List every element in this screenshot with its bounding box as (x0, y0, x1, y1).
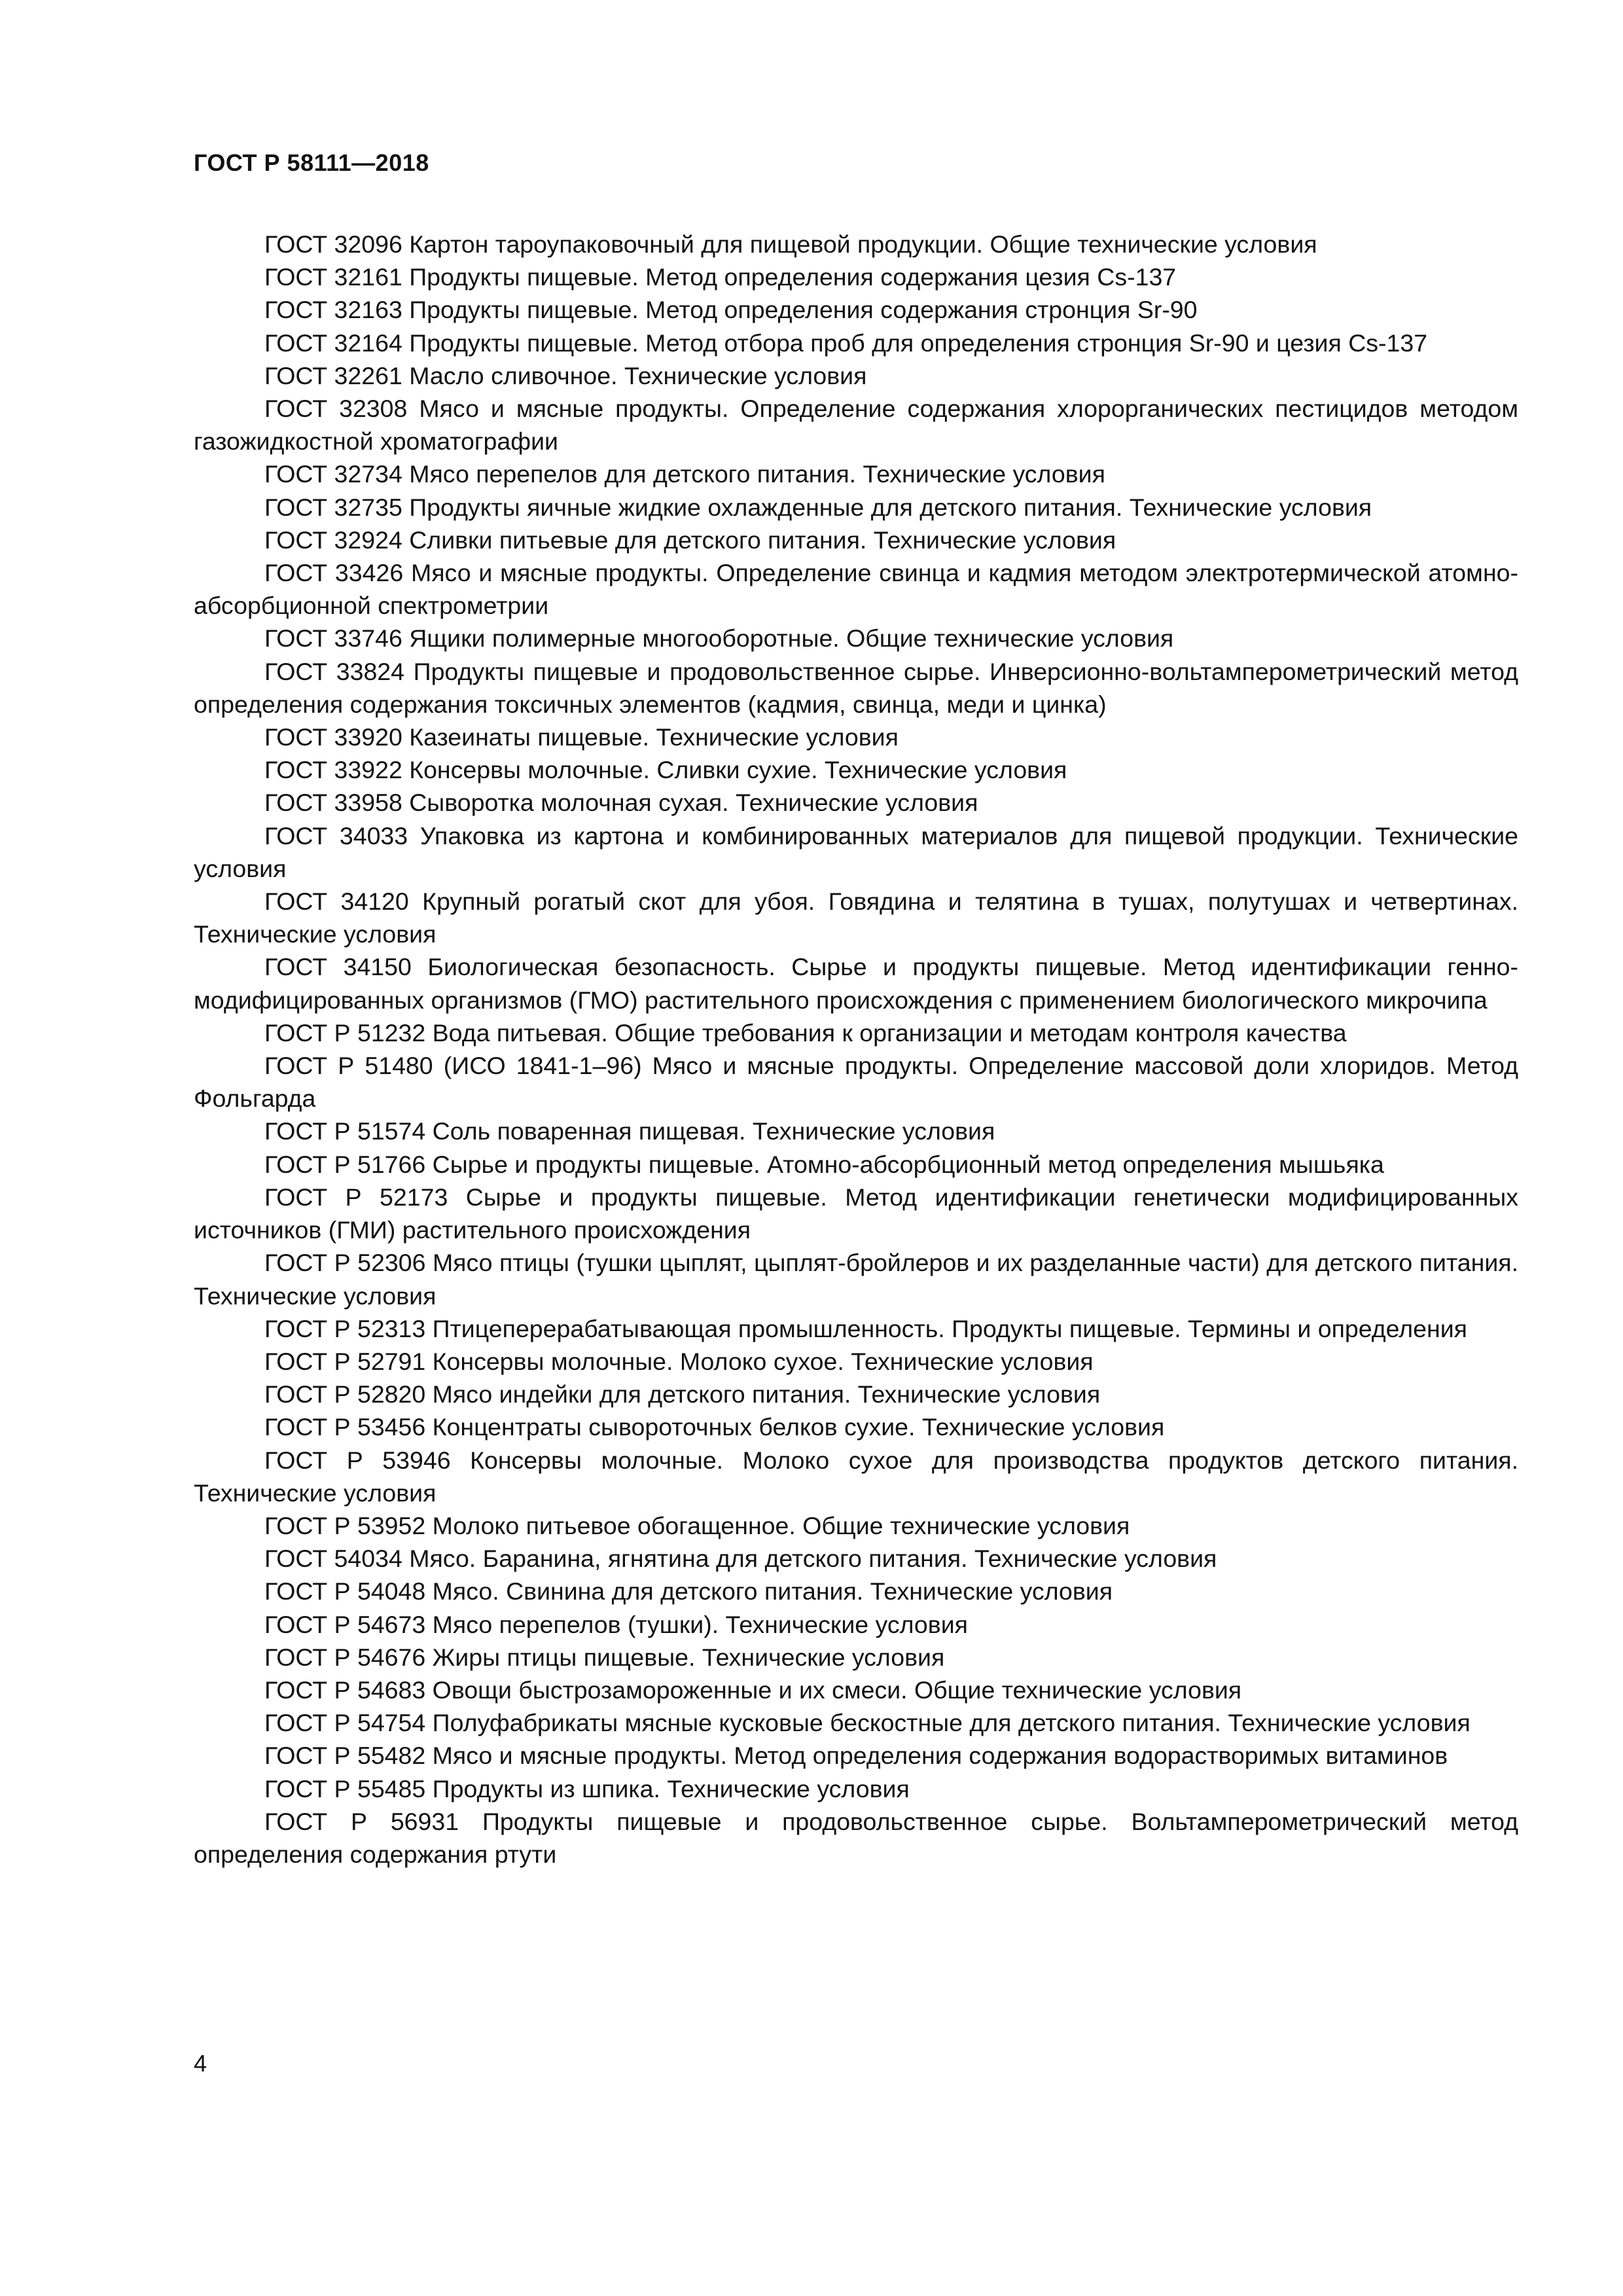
reference-entry: ГОСТ Р 54754 Полуфабрикаты мясные кусковые бескостные для детского питания. Технические условия (264, 1709, 1471, 1737)
reference-entry: ГОСТ Р 51574 Соль поваренная пищевая. Технические условия (264, 1117, 995, 1145)
reference-entry: ГОСТ Р 52173 Сырье и продукты пищевые. Метод идентификации генетически модифицированных источников (ГМИ) растительного происхождения (194, 1183, 1518, 1244)
reference-entry: ГОСТ Р 51232 Вода питьевая. Общие требования к организации и методам контроля качества (264, 1018, 1347, 1047)
reference-entry: ГОСТ 32161 Продукты пищевые. Метод определения содержания цезия Cs-137 (264, 263, 1177, 291)
reference-entry: ГОСТ Р 53946 Консервы молочные. Молоко сухое для производства продуктов детского питания. Технические условия (194, 1446, 1518, 1507)
reference-entry: ГОСТ 34033 Упаковка из картона и комбинированных материалов для пищевой продукции. Технические условия (194, 821, 1518, 882)
reference-entry: ГОСТ 32924 Сливки питьевые для детского питания. Технические условия (264, 526, 1116, 554)
reference-entry: ГОСТ 32164 Продукты пищевые. Метод отбора проб для определения стронция Sr-90 и цезия Cs-137 (264, 329, 1428, 357)
reference-entry: ГОСТ 32261 Масло сливочное. Технические условия (264, 361, 867, 389)
reference-entry: ГОСТ Р 54676 Жиры птицы пищевые. Технические условия (264, 1643, 945, 1671)
normative-references-list (194, 228, 1518, 1871)
reference-entry: ГОСТ Р 53952 Молоко питьевое обогащенное. Общие технические условия (264, 1511, 1130, 1539)
reference-entry: ГОСТ Р 52313 Птицеперерабатывающая промышленность. Продукты пищевые. Термины и определения (264, 1314, 1467, 1342)
page-number: 4 (194, 2050, 207, 2077)
reference-entry: ГОСТ Р 51766 Сырье и продукты пищевые. Атомно-абсорбционный метод определения мышьяка (264, 1150, 1384, 1178)
reference-entry: ГОСТ 34150 Биологическая безопасность. Сырье и продукты пищевые. Метод идентификации генно-модифицированных организмов (ГМО) растительного происхождения с применением биологического микрочипа (194, 953, 1518, 1014)
reference-entry: ГОСТ 32735 Продукты яичные жидкие охлажденные для детского питания. Технические условия (264, 493, 1372, 521)
reference-entry: ГОСТ 32308 Мясо и мясные продукты. Определение содержания хлорорганических пестицидов методом газожидкостной хроматографии (194, 395, 1518, 456)
reference-entry: ГОСТ Р 55485 Продукты из шпика. Технические условия (264, 1774, 910, 1803)
reference-entry: ГОСТ 54034 Мясо. Баранина, ягнятина для детского питания. Технические условия (264, 1545, 1217, 1573)
reference-entry: ГОСТ 32096 Картон тароупаковочный для пищевой продукции. Общие технические условия (264, 230, 1317, 258)
reference-entry: ГОСТ 32734 Мясо перепелов для детского питания. Технические условия (264, 460, 1105, 488)
reference-entry: ГОСТ Р 52791 Консервы молочные. Молоко сухое. Технические условия (264, 1347, 1094, 1375)
reference-entry: ГОСТ Р 54673 Мясо перепелов (тушки). Технические условия (264, 1610, 968, 1638)
reference-entry: ГОСТ 34120 Крупный рогатый скот для убоя. Говядина и телятина в тушах, полутушах и четвертинах. Технические условия (194, 888, 1518, 948)
reference-entry: ГОСТ Р 56931 Продукты пищевые и продовольственное сырье. Вольтамперометрический метод определения содержания ртути (194, 1807, 1518, 1868)
reference-entry: ГОСТ Р 51480 (ИСО 1841-1–96) Мясо и мясные продукты. Определение массовой доли хлоридов. Метод Фольгарда (194, 1052, 1518, 1113)
reference-entry: ГОСТ 33746 Ящики полимерные многооборотные. Общие технические условия (264, 624, 1174, 653)
reference-entry: ГОСТ 33426 Мясо и мясные продукты. Определение свинца и кадмия методом электротермической атомно-абсорбционной спектрометрии (194, 559, 1518, 620)
document-header-title: ГОСТ Р 58111—2018 (194, 149, 429, 176)
reference-entry: ГОСТ 32163 Продукты пищевые. Метод определения содержания стронция Sr-90 (264, 296, 1198, 324)
reference-entry: ГОСТ 33920 Казеинаты пищевые. Технические условия (264, 723, 899, 751)
reference-entry: ГОСТ Р 53456 Концентраты сывороточных белков сухие. Технические условия (264, 1413, 1165, 1441)
reference-entry: ГОСТ Р 55482 Мясо и мясные продукты. Метод определения содержания водорастворимых витаминов (264, 1742, 1448, 1770)
reference-entry: ГОСТ 33824 Продукты пищевые и продовольственное сырье. Инверсионно-вольтамперометрический метод определения содержания токсичных элементов (кадмия, свинца, меди и цинка) (194, 657, 1518, 718)
reference-entry: ГОСТ Р 54048 Мясо. Свинина для детского питания. Технические условия (264, 1577, 1113, 1605)
reference-entry: ГОСТ Р 52820 Мясо индейки для детского питания. Технические условия (264, 1380, 1101, 1408)
reference-entry: ГОСТ 33922 Консервы молочные. Сливки сухие. Технические условия (264, 756, 1067, 784)
reference-entry: ГОСТ Р 52306 Мясо птицы (тушки цыплят, цыплят-бройлеров и их разделанные части) для детского питания. Технические условия (194, 1249, 1518, 1310)
reference-entry: ГОСТ Р 54683 Овощи быстрозамороженные и их смеси. Общие технические условия (264, 1676, 1242, 1704)
reference-entry: ГОСТ 33958 Сыворотка молочная сухая. Технические условия (264, 789, 978, 817)
